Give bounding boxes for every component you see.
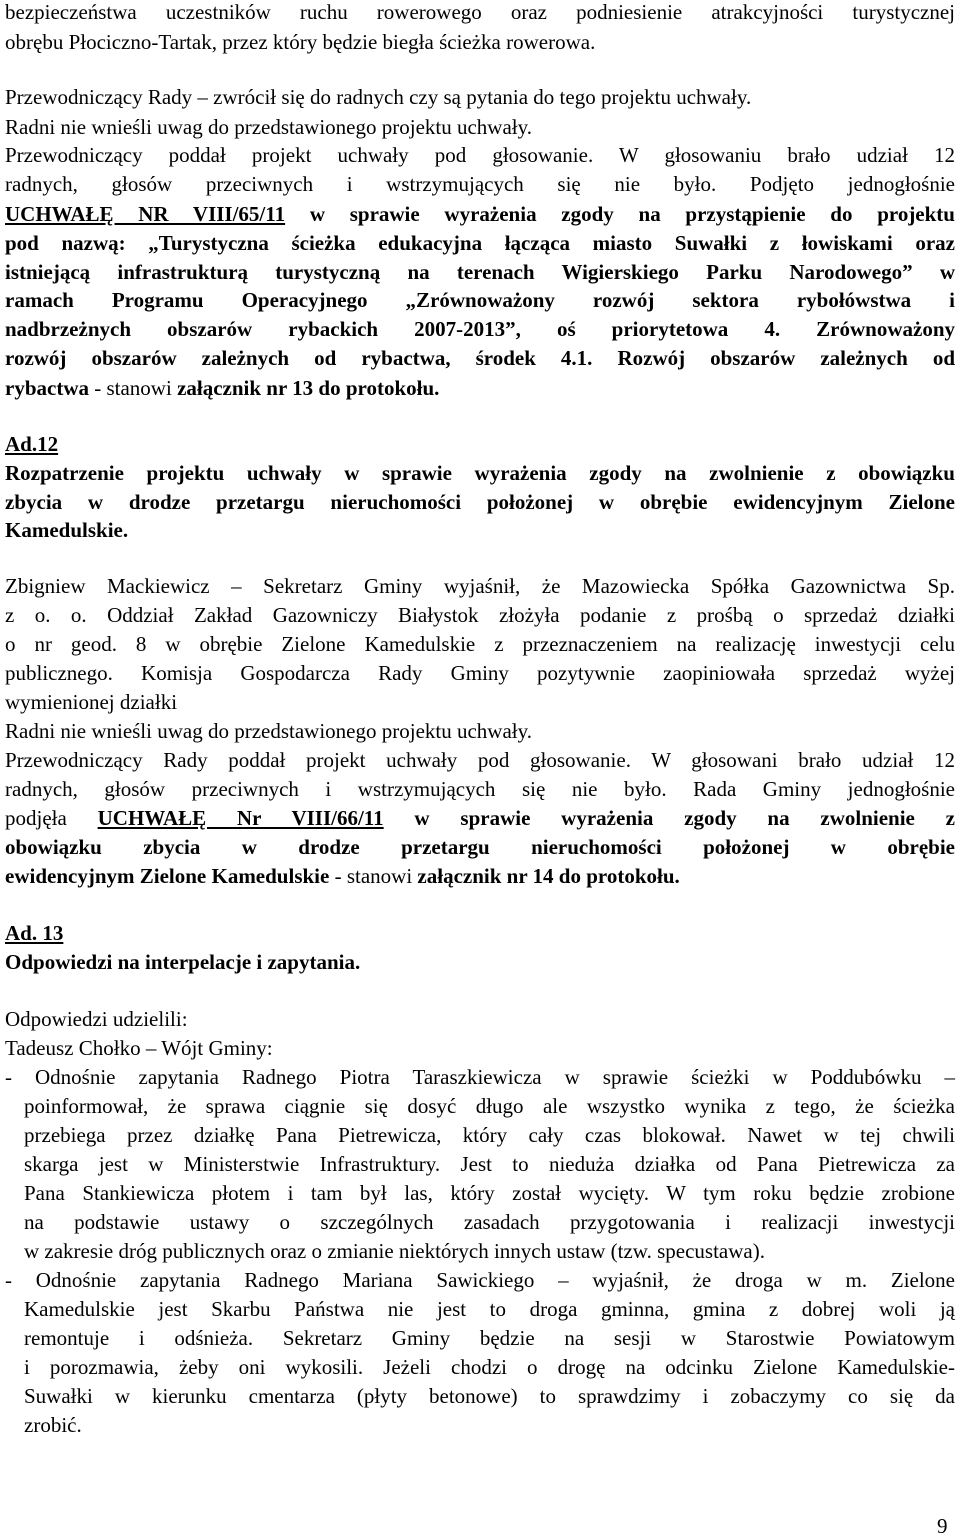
section-heading: Ad. 13: [5, 921, 64, 945]
list-item: - Odnośnie zapytania Radnego Mariana Sawickiego – wyjaśnił, że droga w m. Zielone: [5, 1268, 955, 1292]
text-line: obrębu Płociczno-Tartak, przez który będzie biegła ścieżka rowerowa.: [5, 30, 596, 54]
section-title: Kamedulskie.: [5, 518, 129, 542]
text-line: rybactwa - stanowi załącznik nr 13 do protokołu.: [5, 376, 440, 400]
text-line: radnych, głosów przeciwnych i wstrzymujących się nie było. Rada Gminy jednogłośnie: [5, 777, 955, 801]
resolution-line: podjęła UCHWAŁĘ Nr VIII/66/11 w sprawie wyrażenia zgody na zwolnienie z: [5, 806, 955, 830]
text-line: o nr geod. 8 w obrębie Zielone Kamedulskie z przeznaczeniem na realizację inwestycji celu: [5, 632, 955, 656]
resolution-line: rozwój obszarów zależnych od rybactwa, środek 4.1. Rozwój obszarów zależnych od: [5, 346, 955, 370]
list-item-line: skarga jest w Ministerstwie Infrastruktury. Jest to nieduża działka od Pana Pietrewicza za: [24, 1152, 955, 1176]
text-line: wymienionej działki: [5, 690, 178, 714]
resolution-line: ramach Programu Operacyjnego „Zrównoważony rozwój sektora rybołówstwa i: [5, 288, 955, 312]
list-item-line: w zakresie dróg publicznych oraz o zmianie niektórych innych ustaw (tzw. specustawa).: [24, 1239, 765, 1263]
text-line: z o. o. Oddział Zakład Gazowniczy Białystok złożyła podanie z prośbą o sprzedaż działki: [5, 603, 955, 627]
text-line: Odpowiedzi udzielili:: [5, 1007, 188, 1031]
list-item-line: zrobić.: [24, 1413, 82, 1437]
list-item: - Odnośnie zapytania Radnego Piotra Taraszkiewicza w sprawie ścieżki w Poddubówku –: [5, 1065, 955, 1089]
text-line: Przewodniczący poddał projekt uchwały pod głosowanie. W głosowaniu brało udział 12: [5, 143, 955, 167]
list-item-line: Kamedulskie jest Skarbu Państwa nie jest to droga gminna, gmina z dobrej woli ją: [24, 1297, 955, 1321]
list-item-line: na podstawie ustawy o szczególnych zasadach przygotowania i realizacji inwestycji: [24, 1210, 955, 1234]
section-title: Rozpatrzenie projektu uchwały w sprawie wyrażenia zgody na zwolnienie z obowiązku: [5, 461, 955, 485]
list-item-line: przebiega przez działkę Pana Pietrewicza, który cały czas blokował. Nawet w tej chwili: [24, 1123, 955, 1147]
list-item-line: poinformował, że sprawa ciągnie się dosyć długo ale wszystko wynika z tego, że ścieżka: [24, 1094, 955, 1118]
list-item-line: Pana Stankiewicza płotem i tam był las, który został wycięty. W tym roku będzie zrobione: [24, 1181, 955, 1205]
text-line: Przewodniczący Rady – zwrócił się do radnych czy są pytania do tego projektu uchwały.: [5, 85, 752, 109]
text-line: Radni nie wnieśli uwag do przedstawionego projektu uchwały.: [5, 115, 533, 139]
section-title: zbycia w drodze przetargu nieruchomości położonej w obrębie ewidencyjnym Zielone: [5, 490, 955, 514]
text-line: Przewodniczący Rady poddał projekt uchwały pod głosowanie. W głosowani brało udział 12: [5, 748, 955, 772]
page-number: 9: [937, 1514, 948, 1538]
text-line: Tadeusz Chołko – Wójt Gminy:: [5, 1036, 273, 1060]
resolution-line: nadbrzeżnych obszarów rybackich 2007-2013”, oś priorytetowa 4. Zrównoważony: [5, 317, 955, 341]
list-item-line: i porozmawia, żeby oni wykosili. Jeżeli chodzi o drogę na odcinku Zielone Kamedulskie-: [24, 1355, 955, 1379]
list-item-line: Suwałki w kierunku cmentarza (płyty betonowe) to sprawdzimy i zobaczymy co się da: [24, 1384, 955, 1408]
resolution-line: ewidencyjnym Zielone Kamedulskie - stanowi załącznik nr 14 do protokołu.: [5, 864, 680, 888]
section-heading: Ad.12: [5, 432, 59, 456]
resolution-line: obowiązku zbycia w drodze przetargu nieruchomości położonej w obrębie: [5, 835, 955, 859]
text-line: radnych, głosów przeciwnych i wstrzymujących się nie było. Podjęto jednogłośnie: [5, 172, 955, 196]
list-item-line: remontuje i odśnieża. Sekretarz Gminy będzie na sesji w Starostwie Powiatowym: [24, 1326, 955, 1350]
text-line: bezpieczeństwa uczestników ruchu rowerowego oraz podniesienie atrakcyjności turystycznej: [5, 0, 955, 24]
section-title: Odpowiedzi na interpelacje i zapytania.: [5, 950, 361, 974]
text-line: Zbigniew Mackiewicz – Sekretarz Gminy wyjaśnił, że Mazowiecka Spółka Gazownictwa Sp.: [5, 574, 955, 598]
text-line: Radni nie wnieśli uwag do przedstawionego projektu uchwały.: [5, 719, 533, 743]
resolution-line: pod nazwą: „Turystyczna ścieżka edukacyjna łącząca miasto Suwałki z łowiskami oraz: [5, 231, 955, 255]
resolution-line: istniejącą infrastrukturą turystyczną na terenach Wigierskiego Parku Narodowego” w: [5, 260, 955, 284]
resolution-line: UCHWAŁĘ NR VIII/65/11 w sprawie wyrażenia zgody na przystąpienie do projektu: [5, 202, 955, 226]
text-line: publicznego. Komisja Gospodarcza Rady Gminy pozytywnie zaopiniowała sprzedaż wyżej: [5, 661, 955, 685]
